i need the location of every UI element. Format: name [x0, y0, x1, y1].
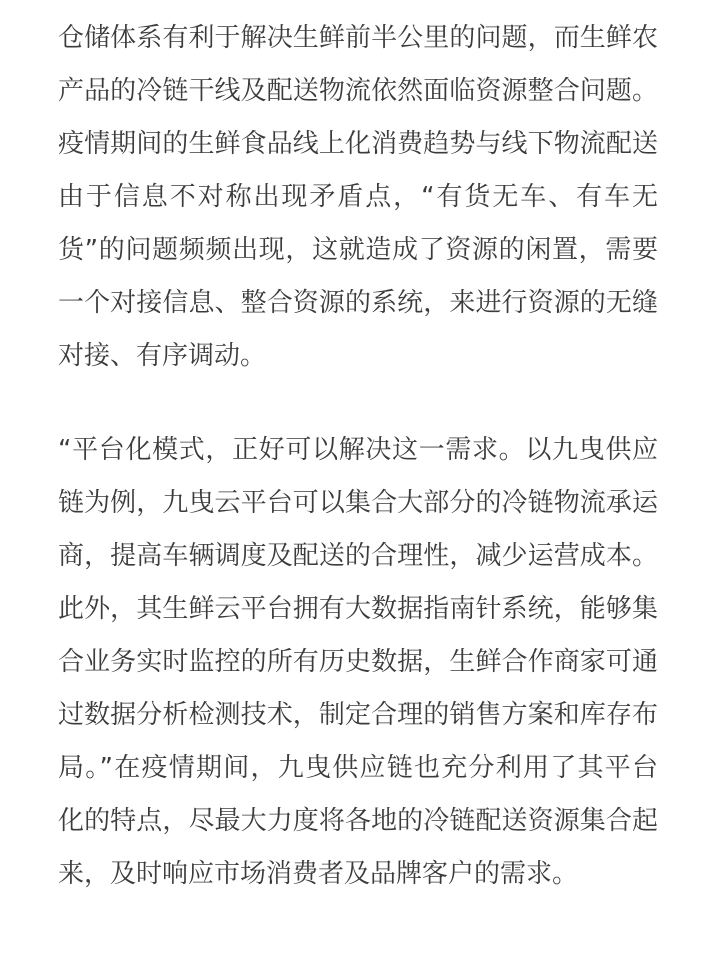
text-line: 链为例，九曳云平台可以集合大部分的冷链物流承运 [58, 488, 658, 518]
text-line: 化的特点，尽最大力度将各地的冷链配送资源集合起 [58, 806, 658, 836]
text-line: 商，提高车辆调度及配送的合理性，减少运营成本。 [58, 541, 658, 571]
text-line: 对接、有序调动。 [58, 341, 267, 371]
text-line: 来，及时响应市场消费者及品牌客户的需求。 [58, 859, 579, 889]
text-line: 产品的冷链干线及配送物流依然面临资源整合问题。 [58, 76, 658, 106]
text-line: “平台化模式，正好可以解决这一需求。以九曳供应 [58, 435, 658, 465]
text-line: 过数据分析检测技术，制定合理的销售方案和库存布 [58, 700, 658, 730]
text-line: 货”的问题频频出现，这就造成了资源的闲置，需要 [58, 235, 658, 265]
text-line: 疫情期间的生鲜食品线上化消费趋势与线下物流配送 [58, 129, 658, 159]
text-line: 由于信息不对称出现矛盾点，“有货无车、有车无 [58, 182, 658, 212]
paragraph-1 [58, 12, 658, 383]
text-line: 合业务实时监控的所有历史数据，生鲜合作商家可通 [58, 647, 658, 677]
text-line: 局。”在疫情期间，九曳供应链也充分利用了其平台 [58, 753, 658, 783]
text-line: 一个对接信息、整合资源的系统，来进行资源的无缝 [58, 288, 658, 318]
text-line: 仓储体系有利于解决生鲜前半公里的问题，而生鲜农 [58, 23, 658, 53]
paragraph-2 [58, 424, 658, 901]
text-line: 此外，其生鲜云平台拥有大数据指南针系统，能够集 [58, 594, 658, 624]
